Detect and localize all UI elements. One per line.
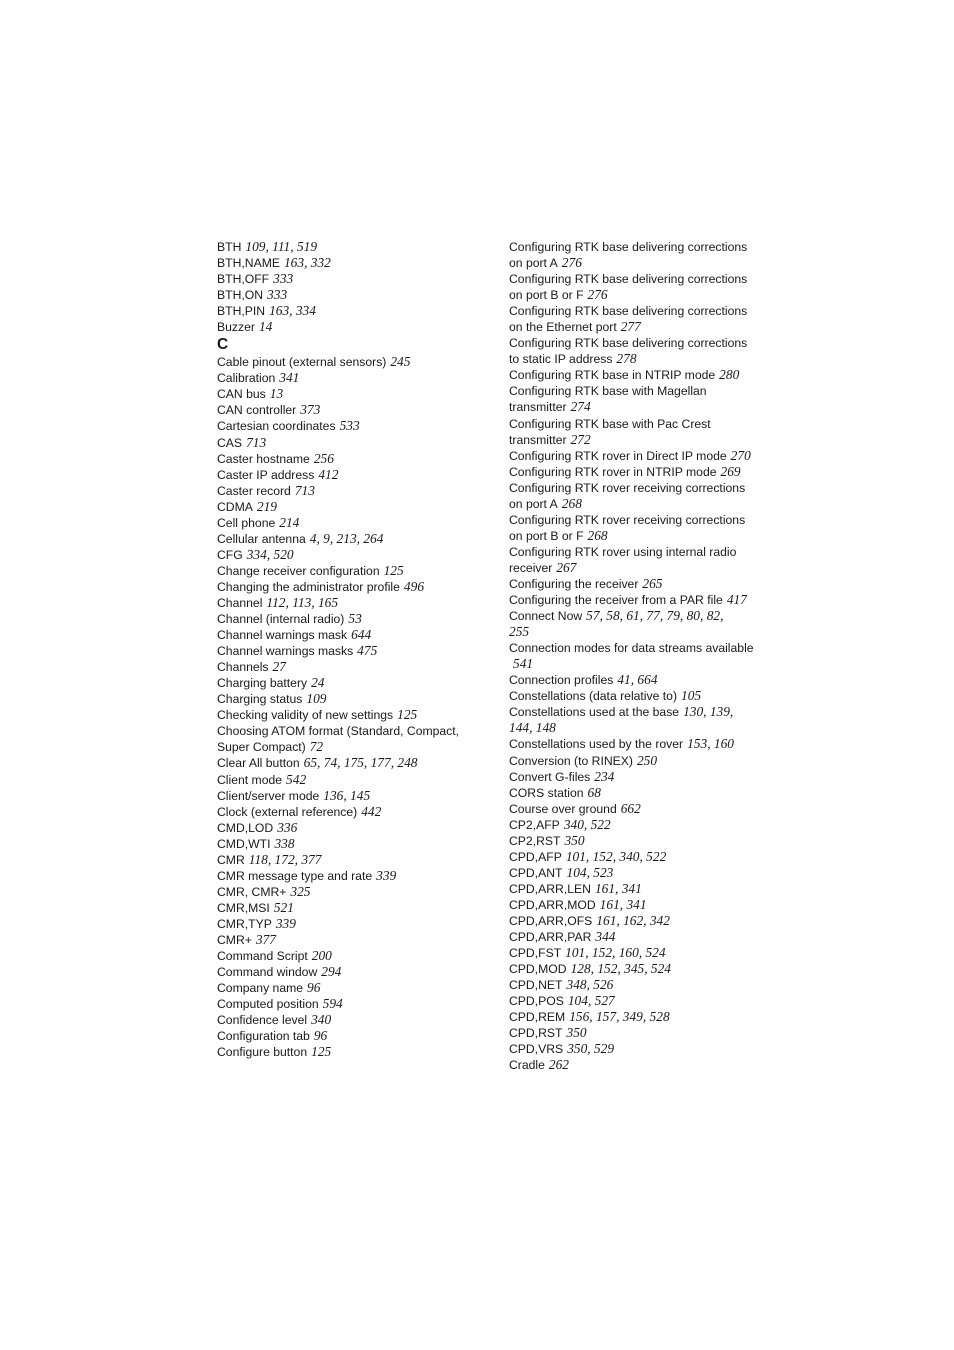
index-term: Choosing ATOM format (Standard, Compact, Super Compact): [217, 724, 460, 755]
index-page-refs: 533: [339, 418, 360, 434]
index-entry: [509, 704, 761, 736]
index-term: Cell phone: [217, 515, 276, 530]
index-page-refs: 344: [595, 929, 616, 945]
index-term: Configuring RTK rover receiving corrections on port A: [509, 480, 746, 511]
index-entry: [217, 964, 479, 980]
index-term: Cartesian coordinates: [217, 419, 336, 434]
index-entry: [217, 788, 479, 804]
index-term: Computed position: [217, 997, 319, 1012]
index-entry: [509, 480, 761, 512]
index-term: CMR: [217, 852, 245, 867]
index-page-refs: 125: [397, 707, 418, 723]
index-page-refs: 336: [277, 819, 298, 835]
index-entry: [217, 483, 479, 499]
index-term: Buzzer: [217, 320, 255, 335]
index-page-refs: 104, 523: [566, 864, 614, 880]
index-entry: [509, 592, 761, 608]
index-term: CPD,ARR,OFS: [509, 913, 593, 928]
index-term: CAS: [217, 435, 243, 450]
index-block-b-terms: [217, 239, 479, 335]
index-term: BTH: [217, 240, 242, 254]
index-term: Cable pinout (external sensors): [217, 355, 387, 370]
index-entry: [509, 769, 761, 785]
index-entry: [509, 897, 761, 913]
index-entry: [509, 881, 761, 897]
index-term: Constellations used at the base: [509, 705, 680, 720]
index-entry: [509, 512, 761, 544]
index-term: CFG: [217, 547, 243, 562]
index-term: CMR,TYP: [217, 916, 272, 931]
index-term: Configuring RTK rover receiving corrections on port B or F: [509, 512, 746, 543]
index-entry: [217, 467, 479, 483]
index-page-refs: 256: [313, 450, 334, 466]
index-term: Configuring RTK base delivering corrections on the Ethernet port: [509, 304, 748, 335]
index-term: Course over ground: [509, 801, 617, 816]
index-entry: [217, 515, 479, 531]
index-page-refs: 333: [273, 271, 294, 287]
index-page-refs: 348, 526: [566, 977, 614, 993]
index-term: Channel (internal radio): [217, 612, 345, 627]
index-entry: [217, 820, 479, 836]
index-term: Configuration tab: [217, 1029, 310, 1044]
index-entry: [509, 367, 761, 383]
index-entry: [509, 640, 761, 672]
index-page-refs: 262: [548, 1057, 569, 1073]
index-term: CPD,ARR,MOD: [509, 897, 596, 912]
index-page-refs: 219: [256, 498, 277, 514]
index-entry: [509, 672, 761, 688]
index-page-refs: 112, 113, 165: [266, 594, 339, 610]
index-entry: [509, 929, 761, 945]
index-entry: [217, 547, 479, 563]
index-term: Constellations used by the rover: [509, 737, 684, 752]
index-term: Changing the administrator profile: [217, 579, 400, 594]
index-term: Configuring RTK rover in Direct IP mode: [509, 448, 727, 463]
index-entry: [217, 804, 479, 820]
index-page-refs: 200: [311, 948, 332, 964]
index-page-refs: 268: [587, 527, 608, 543]
index-term: Caster hostname: [217, 451, 310, 466]
index-term: CPD,FST: [509, 946, 562, 961]
index-page-refs: 662: [620, 800, 641, 816]
index-term: Caster record: [217, 483, 291, 498]
index-entry: [217, 836, 479, 852]
index-entry: [509, 383, 761, 415]
index-entry: [217, 303, 479, 319]
index-page-refs: 101, 152, 340, 522: [565, 848, 667, 864]
index-term: Company name: [217, 981, 304, 996]
index-term: CPD,AFP: [509, 849, 562, 864]
index-page-refs: 412: [318, 466, 339, 482]
index-term: Client/server mode: [217, 788, 320, 803]
index-entry: [217, 868, 479, 884]
index-entry: [509, 961, 761, 977]
index-term: CPD,ANT: [509, 865, 563, 880]
index-term: CAN controller: [217, 403, 297, 418]
index-term: CAN bus: [217, 387, 266, 402]
index-page-refs: 161, 162, 342: [596, 912, 670, 928]
index-page-refs: 250: [636, 752, 658, 768]
index-page-refs: 125: [383, 562, 404, 578]
index-column-right: [509, 239, 761, 1073]
index-term: CPD,POS: [509, 994, 564, 1009]
index-entry: [217, 1044, 479, 1060]
index-term: Caster IP address: [217, 467, 315, 482]
index-page-refs: 234: [594, 768, 615, 784]
index-term: Configuring the receiver from a PAR file: [509, 593, 723, 608]
index-entry: [217, 755, 479, 771]
index-page-refs: 153, 160: [687, 736, 734, 752]
index-page-refs: 350, 529: [567, 1041, 615, 1057]
index-entry: [509, 817, 761, 833]
index-term: Channel: [217, 595, 263, 610]
index-page-refs: 214: [279, 514, 300, 530]
index-entry: [217, 932, 479, 948]
index-page-refs: 334, 520: [246, 546, 294, 562]
index-page-refs: 65, 74, 175, 177, 248: [303, 755, 418, 771]
index-page-refs: 68: [587, 784, 601, 800]
index-term: Configure button: [217, 1045, 308, 1060]
index-page-refs: 340, 522: [563, 816, 611, 832]
index-term: BTH,ON: [217, 288, 264, 303]
index-page-refs: 521: [273, 899, 294, 915]
index-entry: [509, 993, 761, 1009]
index-term: CMR message type and rate: [217, 868, 373, 883]
index-entry: [509, 865, 761, 881]
index-entry: [509, 464, 761, 480]
index-entry: [509, 271, 761, 303]
index-page-refs: 14: [258, 319, 273, 335]
index-page-refs: 442: [361, 803, 382, 819]
index-entry: [509, 913, 761, 929]
index-page-refs: 109, 111, 519: [245, 239, 318, 254]
index-page-refs: 339: [376, 867, 397, 883]
index-page-refs: 267: [556, 559, 577, 575]
index-term: CMR,MSI: [217, 900, 270, 915]
index-entry: [217, 884, 479, 900]
index-term: CORS station: [509, 785, 584, 800]
index-page-refs: 101, 152, 160, 524: [565, 945, 666, 961]
index-entry: [217, 319, 479, 335]
index-entry: [509, 753, 761, 769]
index-term: CPD,MOD: [509, 962, 567, 977]
index-term: Configuring RTK rover using internal radio receiver: [509, 544, 737, 575]
index-block-c-terms-continued: [509, 239, 761, 1073]
index-entry: [217, 386, 479, 402]
index-page-refs: 333: [267, 287, 288, 303]
index-entry: [509, 736, 761, 752]
index-term: CDMA: [217, 499, 253, 514]
index-page-refs: 594: [322, 996, 343, 1012]
index-entry: [217, 271, 479, 287]
index-term: Channel warnings masks: [217, 644, 354, 659]
index-term: Configuring RTK base delivering corrections on port B or F: [509, 272, 748, 303]
index-term: BTH,OFF: [217, 272, 270, 287]
index-entry: [217, 1028, 479, 1044]
index-term: CP2,AFP: [509, 817, 560, 832]
index-term: Checking validity of new settings: [217, 708, 394, 723]
index-entry: [217, 370, 479, 386]
index-entry: [509, 544, 761, 576]
index-page-refs: 373: [300, 402, 321, 418]
index-entry: [509, 303, 761, 335]
index-page-refs: 156, 157, 349, 528: [569, 1009, 670, 1025]
index-page-refs: 130, 139, 144, 148: [509, 704, 734, 736]
index-entry: [509, 801, 761, 817]
index-page-refs: 96: [307, 980, 321, 996]
index-term: Clear All button: [217, 756, 300, 771]
index-term: Connection profiles: [509, 673, 614, 688]
index-page-refs: 377: [255, 931, 276, 947]
index-term: Configuring RTK base with Pac Crest transmitter: [509, 416, 711, 447]
index-page-refs: 277: [620, 319, 641, 335]
index-page-refs: 136, 145: [323, 787, 371, 803]
index-entry: [217, 239, 479, 255]
index-term: Configuring RTK base with Magellan transmitter: [509, 384, 707, 415]
index-entry: [217, 1012, 479, 1028]
index-term: CPD,VRS: [509, 1042, 564, 1057]
index-entry: [509, 977, 761, 993]
index-entry: [217, 595, 479, 611]
index-entry: [217, 611, 479, 627]
index-term: CMD,LOD: [217, 820, 274, 835]
index-page-refs: 338: [274, 835, 295, 851]
index-term: Configuring the receiver: [509, 576, 639, 591]
index-page-refs: 294: [321, 964, 342, 980]
index-page-refs: 161, 341: [594, 880, 642, 896]
index-term: CPD,ARR,LEN: [509, 881, 591, 896]
index-page-refs: 350: [564, 832, 585, 848]
index-page-refs: 644: [351, 627, 372, 643]
index-term: Cellular antenna: [217, 531, 306, 546]
index-entry: [217, 980, 479, 996]
index-entry: [217, 627, 479, 643]
index-page-refs: 713: [294, 482, 315, 498]
index-term: Change receiver configuration: [217, 563, 380, 578]
index-page-refs: 41, 664: [617, 672, 658, 688]
index-page-refs: 350: [566, 1025, 587, 1041]
index-entry: [217, 579, 479, 595]
index-term: Charging battery: [217, 676, 308, 691]
index-page-refs: 109: [306, 691, 327, 707]
index-page-refs: 280: [719, 367, 740, 383]
index-page-refs: 274: [570, 399, 591, 415]
index-entry: [217, 643, 479, 659]
index-entry: [217, 531, 479, 547]
index-entry: [217, 659, 479, 675]
index-entry: [509, 1057, 761, 1073]
index-entry: [217, 996, 479, 1012]
index-entry: [217, 563, 479, 579]
index-entry: [217, 354, 479, 370]
index-page-refs: 341: [279, 370, 300, 386]
index-term: Convert G-files: [509, 769, 591, 784]
index-entry: [217, 675, 479, 691]
index-term: Connect Now: [509, 609, 583, 624]
index-page-refs: 161, 341: [599, 896, 647, 912]
index-term: Channels: [217, 660, 269, 675]
index-term: CMD,WTI: [217, 836, 271, 851]
index-entry: [217, 691, 479, 707]
index-term: CPD,NET: [509, 978, 563, 993]
index-page-refs: 496: [403, 578, 425, 594]
section-letter: C: [217, 336, 229, 354]
index-entry: [217, 418, 479, 434]
index-entry: [509, 1041, 761, 1057]
index-entry: [217, 852, 479, 868]
index-entry: [509, 688, 761, 704]
index-page-refs: 278: [616, 351, 637, 367]
index-page-refs: 104, 527: [567, 993, 615, 1009]
index-entry: [509, 576, 761, 592]
index-term: CPD,RST: [509, 1026, 563, 1041]
index-entry: [509, 785, 761, 801]
index-page-refs: 276: [587, 287, 608, 303]
index-page-refs: 713: [246, 434, 267, 450]
index-column-left: [217, 239, 479, 1060]
index-page-refs: 276: [561, 255, 582, 271]
index-page-refs: 325: [290, 883, 311, 899]
index-page-refs: 53: [348, 611, 362, 627]
index-entry: [217, 287, 479, 303]
index-page-refs: 96: [313, 1028, 328, 1044]
index-page-refs: 268: [561, 495, 582, 511]
index-term: Configuring RTK rover in NTRIP mode: [509, 464, 717, 479]
index-page-refs: 339: [275, 915, 296, 931]
index-page-refs: 475: [357, 643, 378, 659]
index-entry: [217, 916, 479, 932]
index-page-refs: 128, 152, 345, 524: [570, 961, 671, 977]
index-term: CPD,REM: [509, 1010, 566, 1025]
index-entry: [509, 849, 761, 865]
index-page-refs: 265: [642, 575, 663, 591]
index-entry: [217, 435, 479, 451]
index-page-refs: 542: [286, 771, 307, 787]
index-page-refs: 27: [272, 659, 286, 675]
index-term: BTH,PIN: [217, 304, 266, 319]
index-term: Conversion (to RINEX): [509, 753, 633, 768]
index-page-refs: 269: [720, 463, 741, 479]
index-page-refs: 163, 334: [269, 303, 316, 319]
index-entry: [217, 900, 479, 916]
index-term: Connection modes for data streams available: [509, 641, 754, 656]
index-term: CP2,RST: [509, 833, 561, 848]
index-entry: [217, 723, 479, 755]
index-page-refs: 24: [311, 675, 325, 691]
index-block-c-terms: [217, 354, 479, 1060]
index-page-refs: 541: [513, 656, 534, 672]
index-term: Charging status: [217, 692, 303, 707]
index-page-refs: 4, 9, 213, 264: [309, 530, 384, 546]
index-term: Confidence level: [217, 1013, 308, 1028]
index-term: Constellations (data relative to): [509, 689, 678, 704]
index-page-refs: 270: [730, 447, 751, 463]
index-page-refs: 245: [390, 354, 411, 370]
index-entry: [509, 239, 761, 271]
index-term: CMR+: [217, 932, 252, 947]
index-entry: [217, 499, 479, 515]
index-term: CPD,ARR,PAR: [509, 930, 592, 945]
index-entry: [509, 335, 761, 367]
index-page-refs: 72: [309, 739, 324, 755]
index-page-refs: 118, 172, 377: [248, 851, 322, 867]
index-entry: [509, 448, 761, 464]
index-term: Client mode: [217, 772, 283, 787]
index-entry: [217, 948, 479, 964]
index-page-refs: 105: [681, 688, 702, 704]
index-entry: [217, 451, 479, 467]
index-entry: [509, 416, 761, 448]
index-entry: [509, 945, 761, 961]
index-entry: [217, 772, 479, 788]
index-term: Command window: [217, 965, 318, 980]
index-page-refs: 163, 332: [283, 255, 331, 271]
index-term: Channel warnings mask: [217, 628, 348, 643]
index-entry: [217, 402, 479, 418]
index-entry: [509, 833, 761, 849]
index-page-refs: 272: [570, 431, 591, 447]
index-page-refs: 417: [726, 592, 747, 608]
index-term: Command Script: [217, 949, 308, 964]
index-term: Configuring RTK base in NTRIP mode: [509, 368, 716, 383]
index-entry: [217, 707, 479, 723]
index-term: Cradle: [509, 1058, 545, 1073]
index-term: BTH,NAME: [217, 256, 280, 271]
index-term: CMR, CMR+: [217, 884, 287, 899]
index-entry: [509, 1025, 761, 1041]
index-term: Configuring RTK base delivering corrections to static IP address: [509, 336, 748, 367]
index-entry: [509, 608, 761, 640]
index-page-refs: 340: [311, 1012, 332, 1028]
index-entry: [509, 1009, 761, 1025]
index-term: Configuring RTK base delivering corrections on port A: [509, 240, 748, 271]
index-term: Clock (external reference): [217, 804, 358, 819]
index-page-refs: 13: [269, 386, 284, 402]
index-page-refs: 125: [311, 1044, 332, 1060]
index-page-refs: 57, 58, 61, 77, 79, 80, 82, 255: [509, 608, 724, 640]
index-entry: [217, 255, 479, 271]
index-term: Calibration: [217, 371, 276, 386]
